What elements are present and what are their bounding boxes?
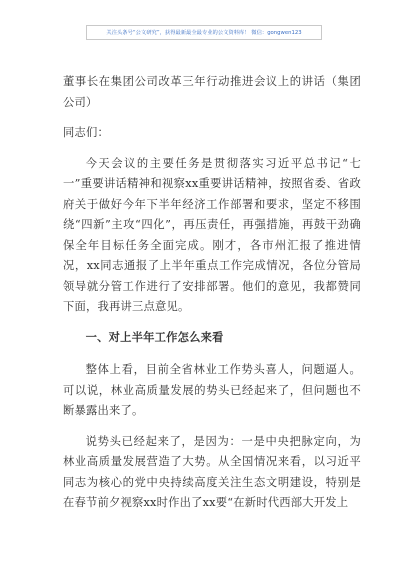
document-body [63, 72, 361, 524]
paragraph-momentum: 说势头已经起来了，是因为：一是中央把脉定向，为林业高质量发展营造了大势。从全国情况来看，以习近平同志为核心的党中央持续高度关注生态文明建设，特别是在春节前夕视察xx时作出了xx要“在新时代西部大开发上 [63, 434, 361, 509]
paragraph-overview: 整体上看，目前全省林业工作势头喜人，问题逼人。可以说，林业高质量发展的势头已经起来了，但问题也不断暴露出来了。 [63, 363, 361, 417]
paragraph-opening: 今天会议的主要任务是贯彻落实习近平总书记“七一”重要讲话精神和视察xx重要讲话精神，按照省委、省政府关于做好今年下半年经济工作部署和要求，坚定不移围绕“四新”主攻“四化”，再压责任，再强措施，再鼓干劲确保全年目标任务全面完成。刚才，各市州汇报了推进情况，xx同志通报了上半年重点工作完成情况，各位分管局领导就分管工作进行了安排部署。他们的意见，我都赞同下面，我再讲三点意见。 [63, 156, 361, 313]
salutation: 同志们： [63, 126, 109, 139]
document-title: 董事长在集团公司改革三年行动推进会议上的讲话（集团公司） [63, 75, 361, 109]
section-heading-1: 一、对上半年工作怎么来看 [85, 330, 224, 344]
header-banner: 关注头条号“公文研究”，获得最新最全最专业的公文资料库！ 微信：gongwen123 [86, 25, 322, 40]
